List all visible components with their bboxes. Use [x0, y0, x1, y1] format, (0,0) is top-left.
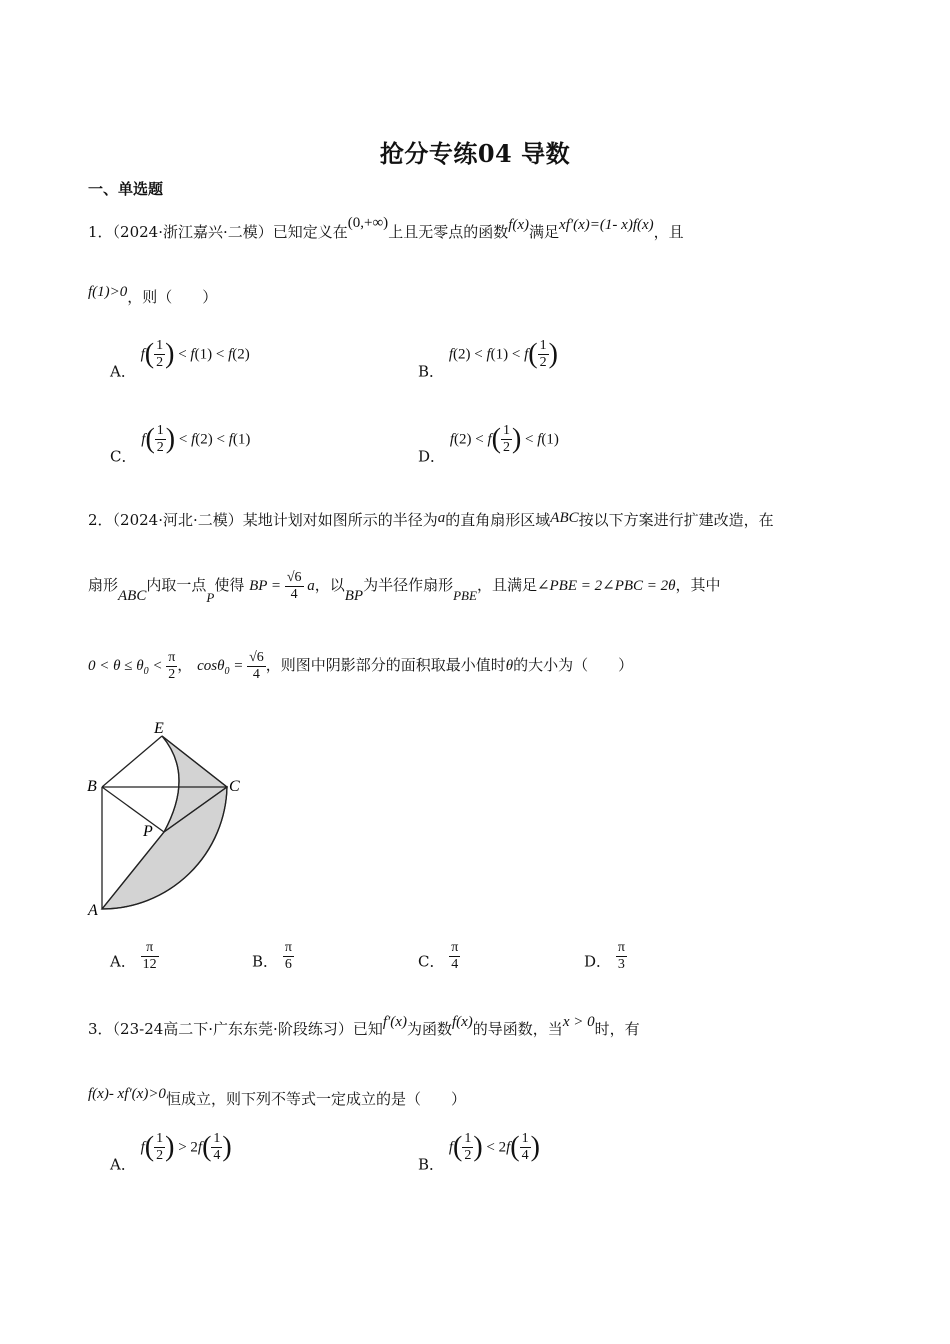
q2-bp-equation: BP = $\frac{√6}{4}$ a	[249, 570, 315, 602]
q3-option-b[interactable]: B． f( $\frac{1}{2}$ ) < 2f( $\frac{1}{4}$ )	[418, 1131, 540, 1174]
q1-number: 1．	[88, 223, 113, 241]
q2-number: 2．	[88, 511, 113, 529]
q3-text: 已知	[352, 1020, 383, 1038]
q2-var-a: a	[437, 510, 446, 526]
q2-stem-line1	[88, 508, 774, 530]
q1-option-d[interactable]: D． f(2) < f( $\frac{1}{2}$ ) < f(1)	[418, 423, 559, 466]
option-label: A．	[110, 362, 136, 381]
q1-equation: xf′(x)=(1- x)f(x)	[559, 217, 654, 233]
q1-function: f(x)	[508, 217, 530, 233]
q3-option-a[interactable]: A． f( $\frac{1}{2}$ ) > 2f( $\frac{1}{4}$ )	[110, 1131, 232, 1174]
option-label: C．	[418, 952, 445, 971]
q3-function: f(x)	[451, 1014, 473, 1030]
q2-text: ，以	[314, 575, 345, 594]
q2-text: 使得	[214, 575, 245, 594]
option-num: π	[284, 940, 292, 955]
q3-number: 3．	[88, 1020, 113, 1038]
q2-theta-range: $0 < \theta \le \theta_0$ < $\frac{\pi}{2}$	[88, 650, 176, 682]
option-label: C．	[110, 447, 137, 466]
q2-point: P	[206, 589, 215, 605]
q1-option-a[interactable]: A． f( $\frac{1}{2}$ ) < f(1) < f(2)	[110, 338, 250, 381]
option-num: π	[617, 940, 625, 955]
q2-stem-line2	[88, 570, 721, 608]
option-label: B．	[418, 362, 445, 381]
option-label: A．	[110, 952, 136, 971]
label-c: C	[229, 778, 240, 795]
label-b: B	[87, 778, 97, 795]
option-num: π	[451, 940, 459, 955]
option-label: B．	[418, 1155, 445, 1174]
q2-text: 扇形	[88, 575, 119, 594]
q1-text: ，则（ ）	[127, 288, 218, 306]
option-label: A．	[110, 1155, 136, 1174]
q2-source: （2024·河北·二模）	[112, 511, 243, 529]
q3-text: 时，有	[594, 1020, 640, 1038]
shaded-region-lower	[102, 787, 227, 909]
q2-option-c[interactable]	[418, 940, 460, 973]
q3-text: 的导函数，当	[472, 1020, 563, 1038]
option-den: 4	[451, 957, 459, 972]
option-den: 3	[617, 957, 625, 972]
q2-stem-line3: $0 < \theta \le \theta_0$ < $\frac{\pi}{2}$ ， cosθ$_0$ = $\frac{√6}{4}$ ，则图中阴影部分的面积取最小值时θ的大小为（ ）	[88, 650, 634, 682]
page-title: 抢分专练04 导数	[379, 139, 571, 168]
q2-option-a[interactable]	[110, 940, 159, 973]
q1-stem-line1	[88, 213, 684, 242]
q2-region: ABC	[550, 510, 579, 526]
segment-bp	[102, 787, 164, 832]
label-p: P	[143, 823, 153, 840]
q1-text: 上且无零点的函数	[388, 223, 509, 241]
q1-stem-line2	[88, 282, 217, 307]
q1-text: ，且	[653, 223, 684, 241]
label-a: A	[88, 902, 98, 919]
q2-text: 的直角扇形区域	[445, 511, 551, 529]
q1-condition: f(1)>0	[88, 284, 128, 300]
q3-stem-line2	[88, 1084, 466, 1109]
q1-domain: (0,+∞)	[347, 215, 389, 231]
q2-text: ，且满足	[476, 575, 537, 594]
option-den: 6	[284, 957, 292, 972]
segment-be	[102, 736, 162, 787]
label-e: E	[154, 720, 164, 737]
q2-text: ，则图中阴影部分的面积取最小值时	[265, 655, 506, 674]
q2-text: 内取一点	[146, 575, 207, 594]
q3-stem-line1	[88, 1012, 640, 1039]
option-num: π	[141, 940, 159, 957]
q2-theta: θ	[505, 657, 514, 674]
q2-text: 为半径作扇形	[363, 575, 454, 594]
option-label: D．	[584, 952, 612, 971]
q2-option-d[interactable]	[584, 940, 627, 973]
q3-inequality: f(x)- xf′(x)>0	[88, 1086, 166, 1102]
q1-option-b[interactable]: B． f(2) < f(1) < f( $\frac{1}{2}$ )	[418, 338, 558, 381]
q2-angle-equation: ∠PBE = 2∠PBC = 2θ	[536, 577, 676, 594]
q1-option-c[interactable]: C． f( $\frac{1}{2}$ ) < f(2) < f(1)	[110, 423, 251, 466]
q3-source: （23-24高二下·广东东莞·阶段练习）	[112, 1020, 353, 1038]
q3-text: 为函数	[406, 1020, 452, 1038]
option-label: B．	[252, 952, 279, 971]
q2-text: 某地计划对如图所示的半径为	[242, 511, 438, 529]
option-den: 12	[142, 957, 157, 972]
q2-pbe: PBE	[453, 587, 477, 603]
q2-bp: BP	[344, 587, 364, 604]
q3-condition: x > 0	[562, 1014, 595, 1030]
section-heading: 一、单选题	[88, 180, 164, 198]
q3-text: 恒成立，则下列不等式一定成立的是（ ）	[165, 1090, 466, 1108]
q1-source: （2024·浙江嘉兴·二模）	[112, 223, 273, 241]
q2-text: ，其中	[675, 575, 721, 594]
q1-text: 满足	[529, 223, 560, 241]
q2-option-b[interactable]	[252, 940, 294, 973]
q1-text: 已知定义在	[272, 223, 348, 241]
q2-text: 的大小为（ ）	[513, 655, 634, 674]
q2-region: ABC	[118, 587, 147, 604]
q3-fprime: f′(x)	[382, 1014, 407, 1030]
q2-figure	[80, 720, 260, 920]
q2-text: 按以下方案进行扩建改造，在	[578, 511, 774, 529]
q2-cos-equation: cosθ$_0$ = $\frac{√6}{4}$	[197, 650, 264, 682]
option-label: D．	[418, 447, 446, 466]
